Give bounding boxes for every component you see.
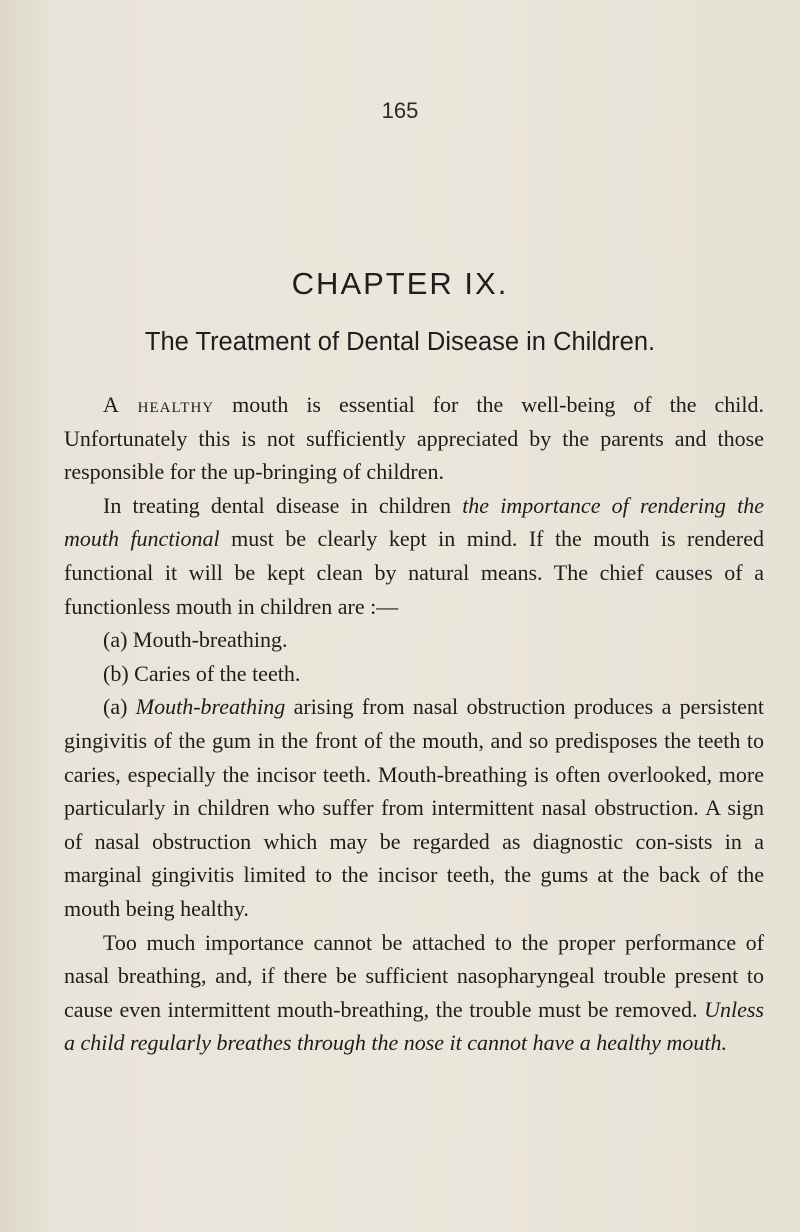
chapter-heading: CHAPTER IX.	[291, 266, 509, 301]
list-item-text: Mouth-breathing.	[127, 627, 288, 653]
list-item-text: Caries of the teeth.	[128, 660, 301, 686]
page-number: 165	[381, 98, 419, 123]
list-item-b	[64, 657, 764, 691]
list-label: (a)	[103, 694, 128, 720]
emphasis-text: Mouth-breathing	[127, 694, 286, 720]
paragraph-text: mouth is essential for the well-being of the child. Unfortunately this is not sufficiently appreciated by the parents and those responsible for the up-bringing of children.	[64, 392, 764, 485]
body-text	[64, 388, 764, 1060]
paragraph-treating	[64, 489, 764, 623]
paragraph-mouth-breathing	[64, 690, 764, 925]
emphasis-text: the importance of rendering the mouth functional	[64, 492, 764, 552]
paragraph-importance	[64, 926, 764, 1060]
emphasis-text: Unless a child regularly breathes through the nose it cannot have a healthy mouth.	[64, 996, 764, 1056]
drop-lead-words: A healthy	[103, 392, 215, 417]
chapter-title: The Treatment of Dental Disease in Children.	[144, 328, 656, 356]
list-label: (a)	[103, 627, 128, 653]
paragraph-text: arising from nasal obstruction produces a persistent gingivitis of the gum in the front of the mouth, and so predisposes the teeth to caries, especially the incisor teeth. Mouth-breathing is often overlooked, more particularly in children who suffer from intermittent nasal obstruction. A sign of nasal obstruction which may be regarded as diagnostic con-sists in a marginal gingivitis limited to the incisor teeth, the gums at the back of the mouth being healthy.	[64, 694, 764, 921]
paragraph-text: Too much importance cannot be attached to the proper performance of nasal breathing, and, if there be sufficient nasopharyngeal trouble present to cause even intermittent mouth-breathing, the trouble must be removed.	[64, 929, 764, 1022]
paragraph-intro	[64, 388, 764, 489]
list-item-a	[64, 623, 764, 657]
list-label: (b)	[103, 660, 129, 686]
paragraph-text: must be clearly kept in mind. If the mouth is rendered functional it will be kept clean by natural means. The chief causes of a functionless mouth in children are :—	[64, 526, 764, 619]
paragraph-text: In treating dental disease in children	[103, 492, 463, 518]
